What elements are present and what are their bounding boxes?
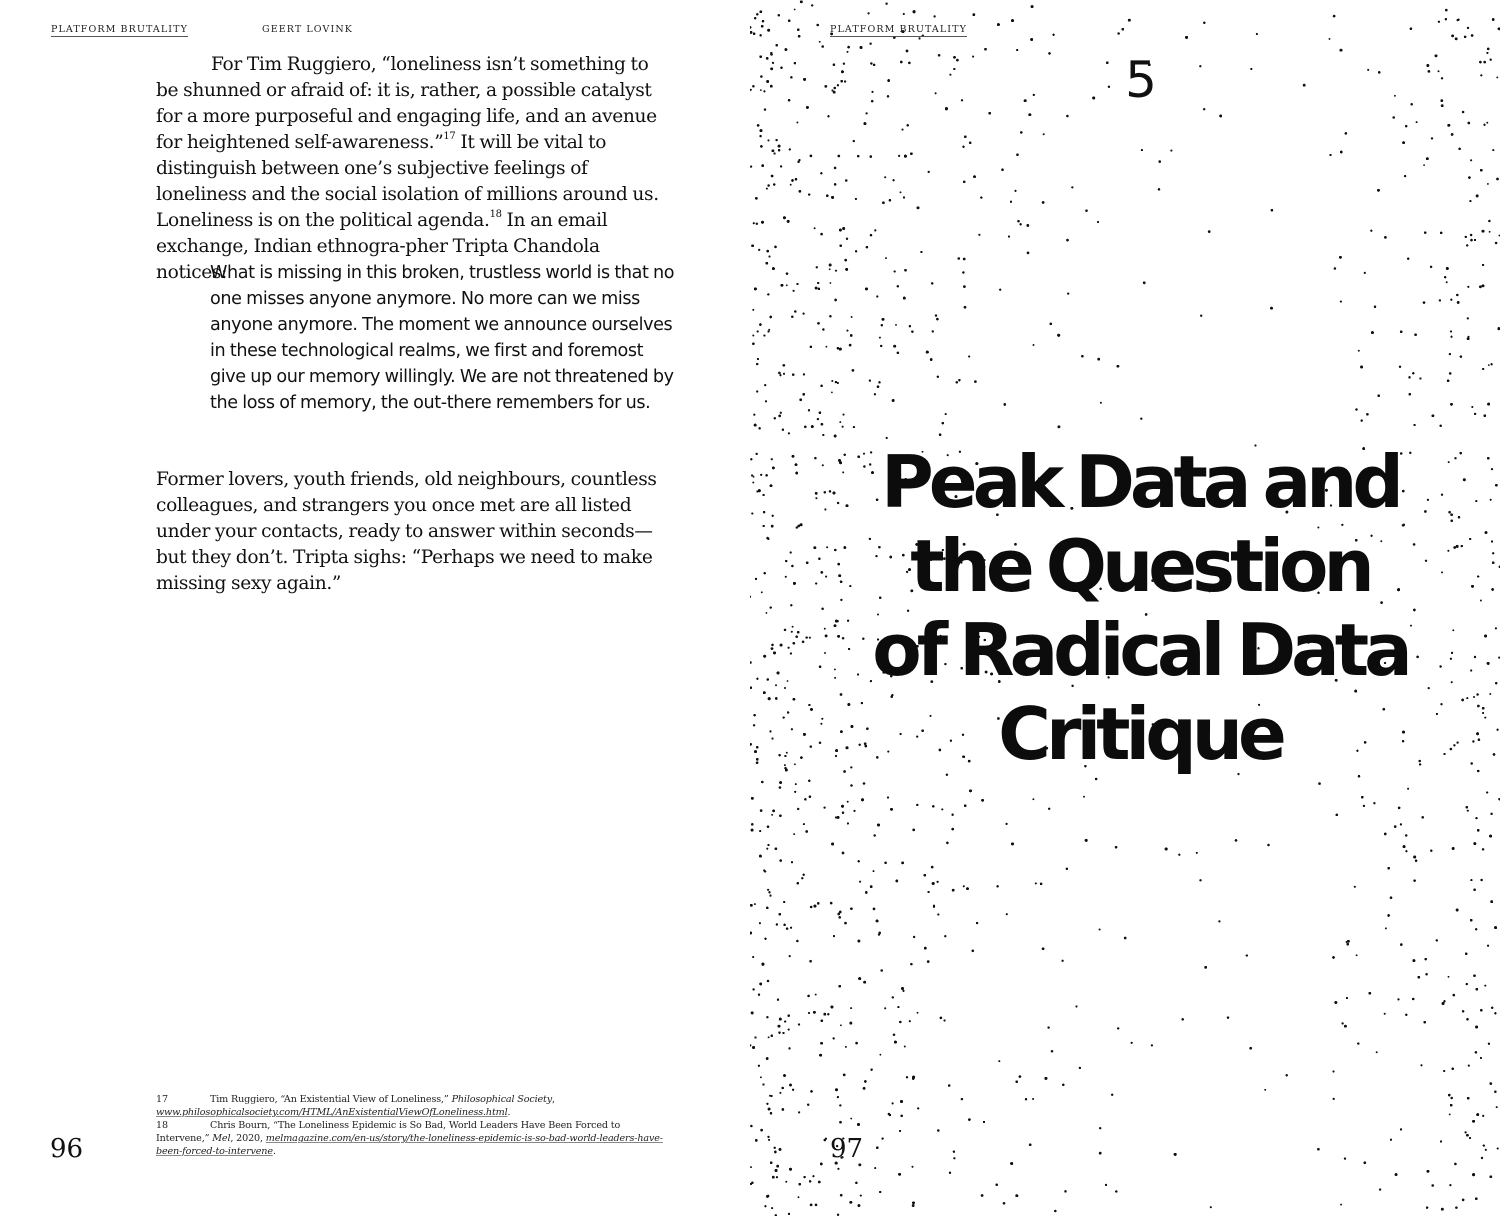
page-number-left: 96 (50, 1134, 84, 1164)
paragraph-1-text-c: In an email exchange, Indian ethnogra-pher Tripta Chandola notices: (156, 210, 608, 283)
right-page (750, 0, 1500, 1216)
footnote-text: Tim Ruggiero, “An Existential View of Loneliness,” (210, 1094, 452, 1105)
chapter-title (850, 440, 1430, 776)
footnote-link[interactable]: melmagazine.com/en-us/story/the-loneliness-epidemic-is-so-bad-world-leaders-have-been-forced-to-intervene (156, 1133, 663, 1157)
page-number-right: 97 (830, 1134, 864, 1164)
chapter-title-line: the Question (910, 524, 1370, 608)
footnote-link[interactable]: www.philosophicalsociety.com/HTML/AnExistentialViewOfLoneliness.html (156, 1107, 508, 1118)
chapter-number: 5 (1125, 51, 1155, 109)
footnote-text: Chris Bourn, “The Loneliness Epidemic is So Bad, World Leaders Have Been Forced to Intervene,” (156, 1120, 621, 1144)
running-head-book-title-right: PLATFORM BRUTALITY (830, 24, 967, 35)
footnote-ref-17[interactable]: 17 (443, 130, 456, 142)
footnotes (156, 1093, 666, 1158)
footnote-separator: , (552, 1094, 555, 1105)
chapter-title-line: Peak Data and (881, 440, 1399, 524)
chapter-title-line: Critique (998, 692, 1282, 776)
footnote-end: . (507, 1107, 511, 1118)
footnote-number: 17 (156, 1094, 168, 1105)
chapter-title-line: of Radical Data (872, 608, 1408, 692)
footnote-18 (156, 1119, 666, 1158)
footnote-source: Philosophical Society (451, 1094, 552, 1105)
body-paragraph-2: Former lovers, youth friends, old neighbours, countless colleagues, and strangers you once met are all listed under your contacts, ready to answer within seconds—but they don’t. Tripta sighs: “Perhaps we need to make missing sexy again.” (156, 469, 657, 594)
running-head-author: GEERT LOVINK (262, 24, 353, 35)
footnote-source: Mel (212, 1133, 231, 1144)
running-head-book-title: PLATFORM BRUTALITY (51, 24, 188, 35)
body-paragraph-1 (156, 52, 666, 286)
footnote-end: . (272, 1146, 276, 1157)
paragraph-1-text-b: It will be vital to distinguish between one’s subjective feelings of loneliness and the social isolation of millions around us. Loneliness is on the political agenda. (156, 132, 659, 231)
footnote-17 (156, 1093, 666, 1119)
block-quote: What is missing in this broken, trustless world is that no one misses anyone anymore. No more can we miss anyone anymore. The moment we announce ourselves in these technological realms, we first and foremost give up our memory willingly. We are not threatened by the loss of memory, the out-there remembers for us. (210, 263, 675, 413)
paragraph-1-text-a: For Tim Ruggiero, “loneliness isn’t something to be shunned or afraid of: it is, rather, a possible catalyst for a more purposeful and engaging life, and an avenue for heightened self-awareness.” (156, 54, 657, 153)
footnote-number: 18 (156, 1120, 168, 1131)
footnote-separator: , 2020, (230, 1133, 266, 1144)
footnote-ref-18[interactable]: 18 (489, 208, 502, 220)
